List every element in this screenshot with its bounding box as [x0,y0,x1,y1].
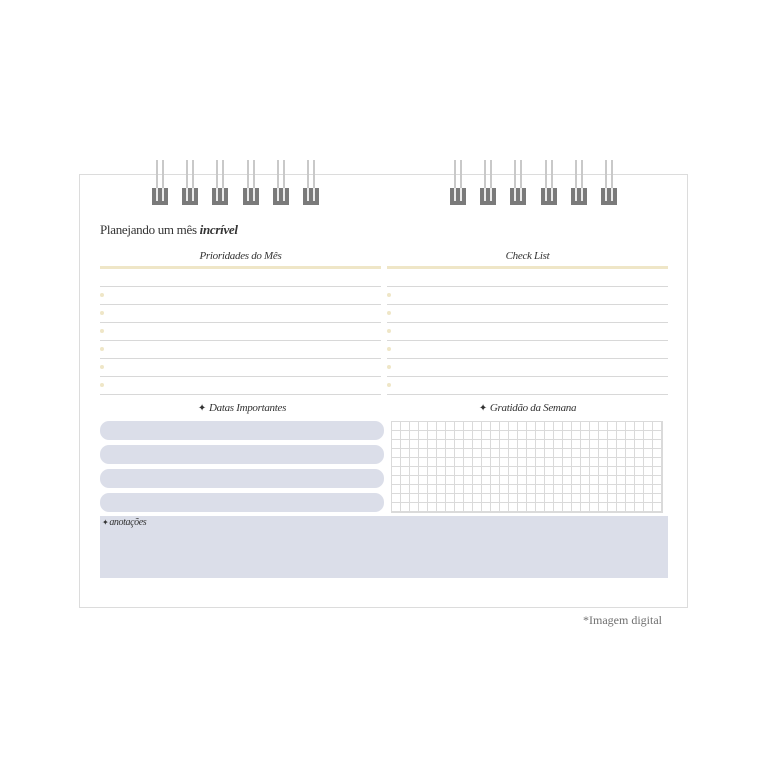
date-field[interactable] [100,445,384,464]
bullet-dot [100,347,104,351]
binding-ring [541,160,557,206]
bullet-dot [387,365,391,369]
bullet-dot [100,365,104,369]
writing-line [387,340,668,341]
bullet-dot [387,311,391,315]
bullet-dot [100,329,104,333]
writing-line [387,358,668,359]
checklist-heading: Check List [387,250,668,269]
bullet-dot [100,311,104,315]
binding-ring [571,160,587,206]
writing-line [387,322,668,323]
bullet-dot [387,329,391,333]
gratitude-heading [387,402,668,414]
sparkle-icon: ✦ [102,518,109,527]
bullet-dot [387,293,391,297]
checklist-lines [387,268,668,396]
binding-ring [212,160,228,206]
gratitude-heading-label: Gratidão da Semana [489,402,577,414]
writing-line [387,304,668,305]
spiral-binding-left [152,160,322,208]
writing-line [100,358,381,359]
dates-heading-label: Datas Importantes [208,402,287,414]
binding-ring [601,160,617,206]
sparkle-icon: ✦ [197,403,206,414]
notes-label [102,517,146,528]
bullet-dot [100,293,104,297]
binding-ring [480,160,496,206]
title-prefix: Planejando um mês [100,222,197,237]
writing-line [100,286,381,287]
writing-line [100,340,381,341]
date-field[interactable] [100,493,384,512]
writing-line [387,394,668,395]
writing-line [387,286,668,287]
notes-label-text: anotações [109,517,147,528]
bullet-dot [387,347,391,351]
writing-line [387,376,668,377]
writing-line [100,304,381,305]
binding-ring [303,160,319,206]
sparkle-icon: ✦ [478,403,487,414]
notes-box[interactable] [100,516,668,578]
binding-ring [273,160,289,206]
writing-line [100,394,381,395]
binding-ring [182,160,198,206]
bullet-dot [387,383,391,387]
page-title [100,222,238,238]
title-accent: incrível [199,222,238,237]
binding-ring [243,160,259,206]
dates-heading [100,402,384,414]
writing-line [100,376,381,377]
footnote: *Imagem digital [583,613,662,627]
binding-ring [152,160,168,206]
gratitude-grid[interactable] [391,421,663,513]
priorities-heading: Prioridades do Mês [100,250,381,269]
writing-line [100,322,381,323]
binding-ring [510,160,526,206]
bullet-dot [100,383,104,387]
date-field[interactable] [100,469,384,488]
priorities-lines [100,268,381,396]
date-field[interactable] [100,421,384,440]
binding-ring [450,160,466,206]
spiral-binding-right [450,160,620,208]
